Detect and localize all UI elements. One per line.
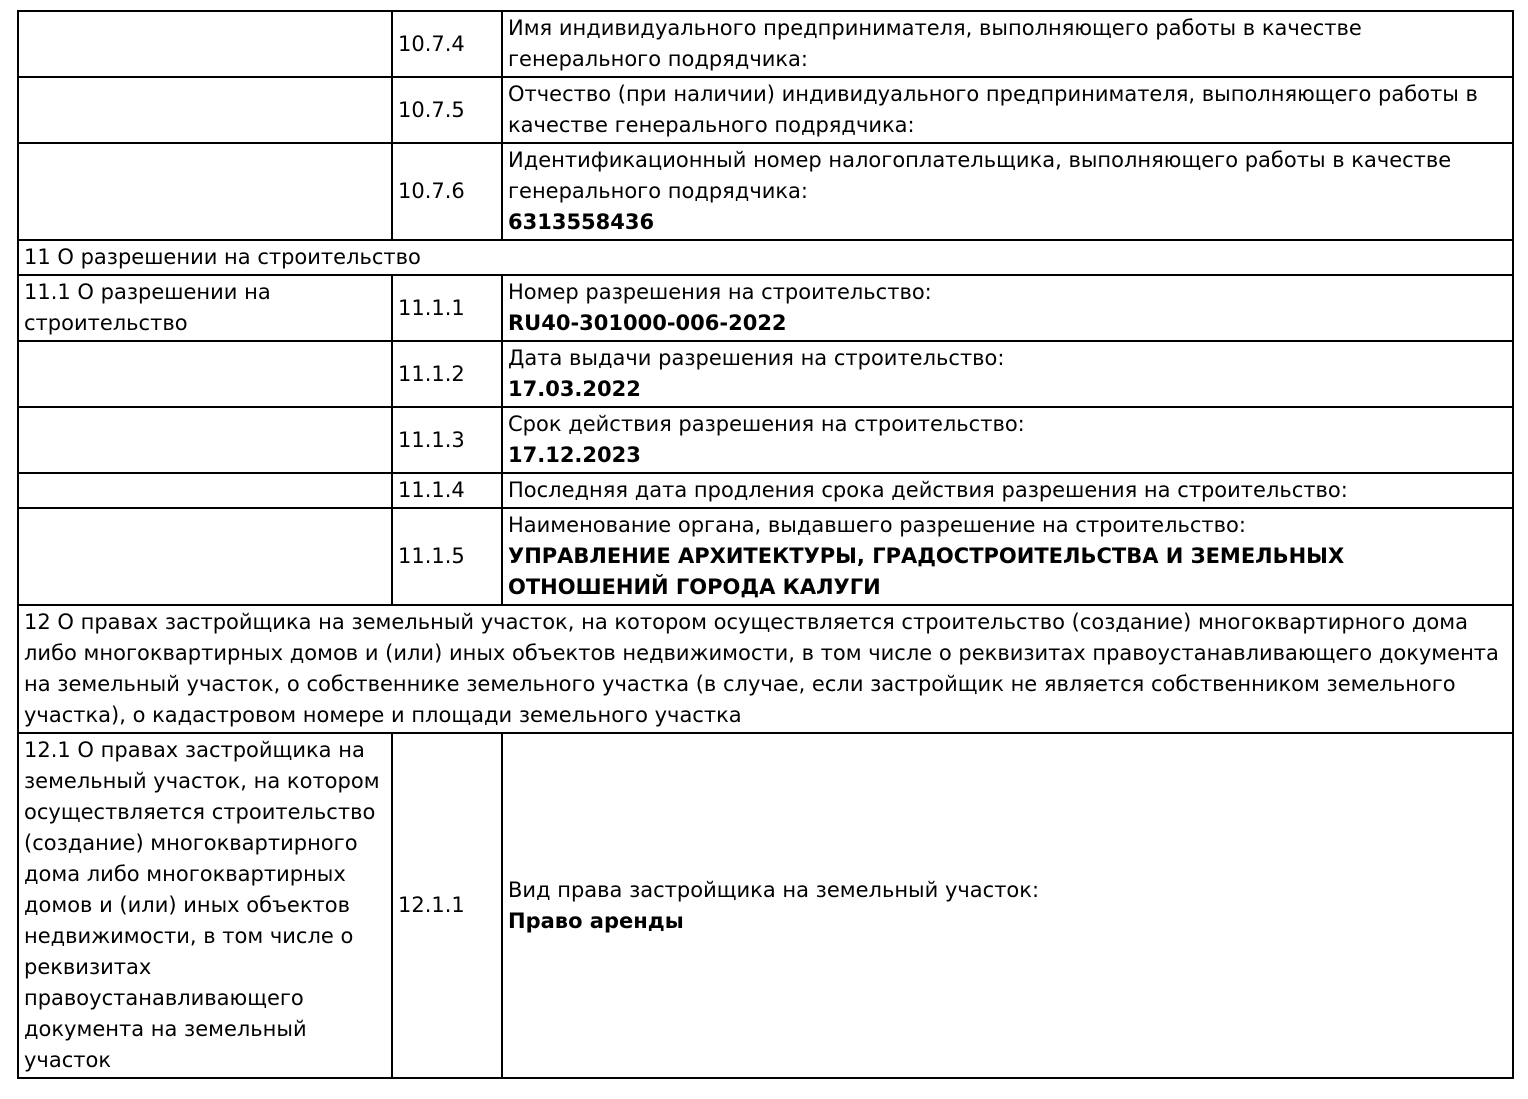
row-left-title (18, 341, 392, 407)
section-row (18, 605, 1513, 733)
field-label: Имя индивидуального предпринимателя, выполняющего работы в качестве генерального подрядчика: (508, 16, 1362, 71)
table-row (18, 143, 1513, 240)
row-code: 10.7.4 (392, 11, 502, 77)
row-left-title: 12.1 О правах застройщика на земельный участок, на котором осуществляется строительство (создание) многоквартирного дома либо многоквартирных домов и (или) иных объектов недвижимости, в том числе о реквизитах правоустанавливающего документа на земельный участок (18, 733, 392, 1078)
row-code: 11.1.3 (392, 407, 502, 473)
row-code: 11.1.2 (392, 341, 502, 407)
field-label: Отчество (при наличии) индивидуального предпринимателя, выполняющего работы в качестве генерального подрядчика: (508, 82, 1478, 137)
table-row (18, 77, 1513, 143)
field-label: Наименование органа, выдавшего разрешение на строительство: (508, 513, 1246, 537)
field-label: Идентификационный номер налогоплательщика, выполняющего работы в качестве генерального подрядчика: (508, 148, 1452, 203)
row-content (502, 341, 1513, 407)
field-value: 17.12.2023 (508, 443, 641, 467)
field-value: 6313558436 (508, 210, 655, 234)
section-header: 12 О правах застройщика на земельный участок, на котором осуществляется строительство (создание) многоквартирного дома либо многоквартирных домов и (или) иных объектов недвижимости, в том числе о реквизитах правоустанавливающего документа на земельный участок, о собственнике земельного участка (в случае, если застройщик не является собственником земельного участка), о кадастровом номере и площади земельного участка (18, 605, 1513, 733)
row-code: 10.7.5 (392, 77, 502, 143)
row-content (502, 473, 1513, 508)
table-row (18, 341, 1513, 407)
row-content (502, 275, 1513, 341)
row-left-title (18, 11, 392, 77)
row-code: 11.1.5 (392, 508, 502, 605)
field-value: Право аренды (508, 908, 684, 933)
row-code: 11.1.4 (392, 473, 502, 508)
table-row (18, 11, 1513, 77)
section-header: 11 О разрешении на строительство (18, 240, 1513, 275)
row-left-title (18, 473, 392, 508)
row-code: 11.1.1 (392, 275, 502, 341)
row-left-title: 11.1 О разрешении на строительство (18, 275, 392, 341)
field-label: Вид права застройщика на земельный участок: (508, 877, 1040, 902)
row-content (502, 77, 1513, 143)
row-content (502, 733, 1513, 1078)
declaration-table (17, 10, 1514, 1079)
field-value: 17.03.2022 (508, 377, 641, 401)
table-row (18, 473, 1513, 508)
row-left-title (18, 407, 392, 473)
field-label: Дата выдачи разрешения на строительство: (508, 346, 1005, 370)
table-row (18, 407, 1513, 473)
field-label: Срок действия разрешения на строительство: (508, 412, 1025, 436)
row-left-title (18, 508, 392, 605)
row-content (502, 143, 1513, 240)
field-label: Последняя дата продления срока действия разрешения на строительство: (508, 478, 1348, 502)
row-left-title (18, 77, 392, 143)
field-value: RU40-301000-006-2022 (508, 311, 787, 335)
field-label: Номер разрешения на строительство: (508, 280, 932, 304)
table-row (18, 275, 1513, 341)
row-content (502, 11, 1513, 77)
row-content (502, 407, 1513, 473)
row-code: 12.1.1 (392, 733, 502, 1078)
field-value: УПРАВЛЕНИЕ АРХИТЕКТУРЫ, ГРАДОСТРОИТЕЛЬСТВА И ЗЕМЕЛЬНЫХ ОТНОШЕНИЙ ГОРОДА КАЛУГИ (508, 544, 1345, 599)
row-left-title (18, 143, 392, 240)
row-code: 10.7.6 (392, 143, 502, 240)
table-row (18, 733, 1513, 1078)
row-content (502, 508, 1513, 605)
section-row (18, 240, 1513, 275)
table-row (18, 508, 1513, 605)
